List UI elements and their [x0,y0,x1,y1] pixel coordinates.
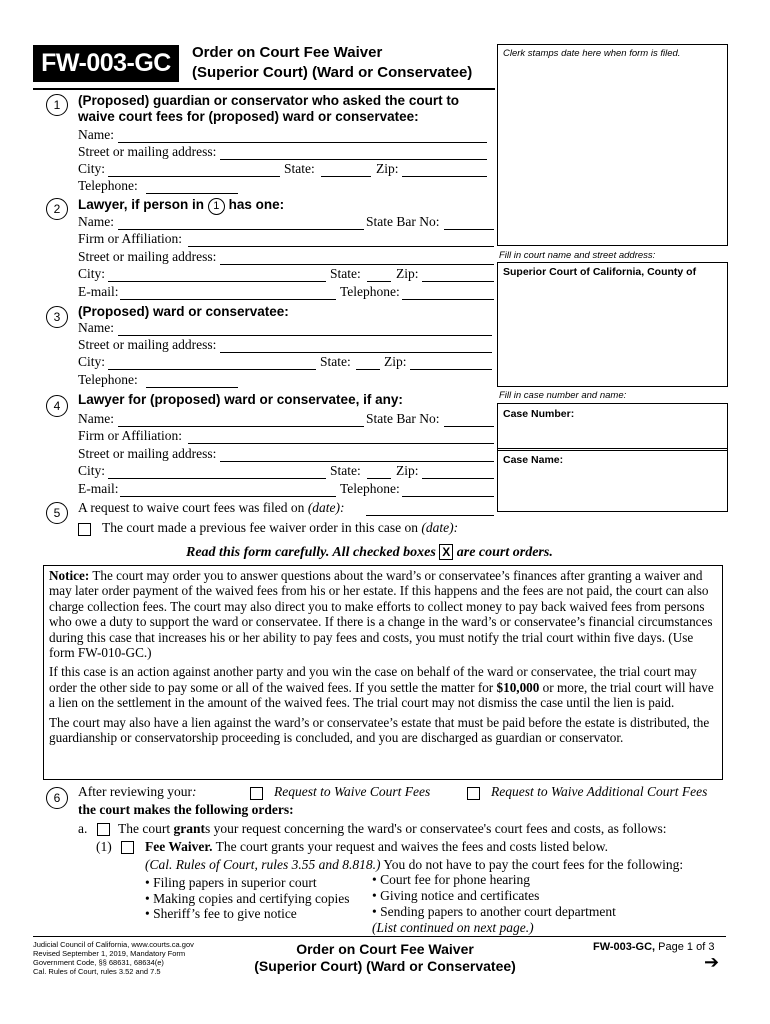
section-4-number: 4 [46,395,68,417]
s3-street-field[interactable] [220,352,492,353]
s6-option-2: Request to Waive Additional Court Fees [491,784,708,799]
s2-firm-field[interactable] [188,246,494,247]
section-2-number: 2 [46,198,68,220]
footer-title-1: Order on Court Fee Waiver [296,941,474,957]
s4-street-field[interactable] [220,461,494,462]
s6-rules-line [145,857,683,873]
s6-a-label: a. [78,821,88,836]
s4-city-label: City: [78,463,106,478]
s2-telephone-field[interactable] [402,299,494,300]
s6-a-checkbox[interactable] [97,823,110,836]
notice-p2-amount: $10,000 [496,679,540,695]
section-6-number: 6 [46,787,68,809]
footer-left [33,940,194,976]
s2-name-label: Name: [78,214,114,229]
footer-line-3: Government Code, §§ 68631, 68634(e) [33,958,164,967]
page-title: Order on Court Fee Waiver [192,44,383,61]
s5-line1-date: (date): [307,500,345,515]
s6-continued: (List continued on next page.) [372,920,534,935]
s1-street-field[interactable] [220,159,487,160]
s3-name-field[interactable] [118,335,492,336]
court-name-box[interactable] [497,262,728,387]
s6-option-1: Request to Waive Court Fees [274,784,431,799]
s1-name-label: Name: [78,127,114,142]
s2-email-label: E-mail: [78,284,119,299]
s2-city-field[interactable] [108,281,326,282]
form-number-badge: FW-003-GC [33,45,179,82]
s3-state-label: State: [320,354,351,369]
s2-city-label: City: [78,266,106,281]
s1-state-label: State: [284,161,315,176]
section-3-heading: (Proposed) ward or conservatee: [78,304,289,319]
s6-rules-post: You do not have to pay the court fees for the following: [380,857,684,872]
section-1-heading-2: waive court fees for (proposed) ward or conservatee: [78,109,419,124]
s6-right-item-2: • Giving notice and certificates [372,888,540,903]
s2-email-field[interactable] [120,299,336,300]
s6-request-waive-checkbox[interactable] [250,787,263,800]
notice-p1-text: The court may order you to answer questions about the ward’s or conservatee’s finances after granting a waiver and may later order payment of the waived fees from his or her estate. If this happens and the fees are not paid, the court can also charge collection fees. The court may also direct you to make efforts to collect money to pay back waived fees from persons who owe a duty to support the ward or conservatee. If there is a change in the ward’s or conservatee’s financial circumstances during this case that increases his or her ability to pay fees and costs, you must notify the trial court within five days. (Use form FW-010-GC.) [49,568,713,661]
s2-ref-circle: 1 [208,198,225,215]
s3-city-label: City: [78,354,106,369]
s4-firm-label: Firm or Affiliation: [78,428,182,443]
s1-telephone-field[interactable] [146,193,238,194]
read-notice [186,544,553,561]
s1-city-label: City: [78,161,106,176]
court-box-label: Fill in court name and street address: [499,250,656,261]
read-notice-post: are court orders. [456,545,553,560]
section-1-number: 1 [46,94,68,116]
s6-rules-italic: (Cal. Rules of Court, rules 3.55 and 8.818.) [145,857,381,872]
s4-email-label: E-mail: [78,481,119,496]
s5-previous-order-checkbox[interactable] [78,523,91,536]
s4-street-label: Street or mailing address: [78,446,217,461]
footer-title [230,941,540,975]
s6-a-text [118,821,666,837]
footer-rule [33,936,726,937]
case-box-label: Fill in case number and name: [499,390,627,401]
footer-page-number: Page 1 of 3 [655,941,715,953]
s5-line1-text: A request to waive court fees was filed on [78,500,308,515]
s2-street-label: Street or mailing address: [78,249,217,264]
s6-right-item-1: • Court fee for phone hearing [372,872,531,887]
s4-firm-field[interactable] [188,443,494,444]
clerk-stamp-note: Clerk stamps date here when form is filed. [503,48,681,59]
s3-zip-label: Zip: [384,354,407,369]
s2-heading-post: has one: [228,197,285,212]
s2-state-bar-label: State Bar No: [366,214,440,229]
s5-line2-date: (date): [421,520,459,535]
s4-name-label: Name: [78,411,114,426]
s3-name-label: Name: [78,320,114,335]
s2-state-label: State: [330,266,361,281]
s5-line2 [102,520,458,536]
notice-box [43,565,723,780]
s6-request-additional-checkbox[interactable] [467,787,480,800]
footer-title-2: (Superior Court) (Ward or Conservatee) [254,958,516,974]
s2-firm-label: Firm or Affiliation: [78,231,182,246]
s6-after-reviewing-text: After reviewing your [78,784,192,799]
s6-1-checkbox[interactable] [121,841,134,854]
s6-colon: : [191,784,197,799]
case-name-label: Case Name: [503,454,564,466]
s4-state-label: State: [330,463,361,478]
read-notice-pre: Read this form carefully. All checked boxes [186,545,436,560]
s4-state-bar-label: State Bar No: [366,411,440,426]
read-notice-x-box: X [439,544,453,560]
s6-a-bold: grant [173,821,205,836]
s1-telephone-label: Telephone: [78,178,138,193]
s6-1-label: (1) [96,839,112,854]
s3-street-label: Street or mailing address: [78,337,217,352]
notice-p2-pre: If this case is an action against another party and you win the case on behalf of the ward or conservatee, the trial court may order the other side to pay some or all of the waived fees. If you settle the matter for [49,664,697,695]
s3-state-field[interactable] [356,369,380,370]
s2-street-field[interactable] [220,264,494,265]
s4-telephone-label: Telephone: [340,481,400,496]
section-4-heading: Lawyer for (proposed) ward or conservatee, if any: [78,392,403,407]
footer-line-2: Revised September 1, 2019, Mandatory Form [33,949,186,958]
s6-fee-waiver-rest: The court grants your request and waives the fees and costs listed below. [212,839,609,854]
notice-label: Notice: [49,568,90,583]
s1-street-label: Street or mailing address: [78,144,217,159]
s4-name-field[interactable] [118,426,364,427]
notice-paragraph-3: The court may also have a lien against the ward’s or conservatee’s estate that must be paid before the estate is distributed, the guardianship or conservatorship proceeding is concluded, and you are discharged as guardian or conservator. [49,714,710,746]
s6-fee-waiver-text [145,839,608,855]
s6-orders-heading: the court makes the following orders: [78,802,294,817]
s6-left-item-2: • Making copies and certifying copies [145,891,350,906]
s4-state-field[interactable] [367,478,391,479]
footer-page [593,941,714,953]
notice-paragraph-2 [49,664,717,710]
section-2-heading [78,197,284,215]
s1-zip-label: Zip: [376,161,399,176]
footer-line-1: Judicial Council of California, www.courts.ca.gov [33,940,194,949]
s3-zip-field[interactable] [410,369,492,370]
s4-telephone-field[interactable] [402,496,494,497]
s6-a-pre: The court [118,821,174,836]
s1-city-field[interactable] [108,176,280,177]
s3-telephone-field[interactable] [146,387,238,388]
page-subtitle: (Superior Court) (Ward or Conservatee) [192,64,473,81]
s3-city-field[interactable] [108,369,316,370]
s6-left-item-1: • Filing papers in superior court [145,875,317,890]
s1-name-field[interactable] [118,142,487,143]
s5-line2-text: The court made a previous fee waiver order in this case on [102,520,422,535]
footer-form-number: FW-003-GC, [593,941,656,953]
s5-line1 [78,500,345,516]
s4-city-field[interactable] [108,478,326,479]
s2-name-field[interactable] [118,229,364,230]
s1-zip-field[interactable] [402,176,487,177]
s6-a-post: s your request concerning the ward's or conservatee's court fees and costs, as follows: [204,821,667,836]
s6-left-item-3: • Sheriff’s fee to give notice [145,906,297,921]
court-name-text: Superior Court of California, County of [503,266,697,278]
s1-state-field[interactable] [321,176,371,177]
s3-telephone-label: Telephone: [78,372,138,387]
s2-state-field[interactable] [367,281,391,282]
clerk-stamp-box [497,44,728,246]
s5-filed-date-field[interactable] [366,515,494,516]
section-3-number: 3 [46,306,68,328]
notice-p2-post: or more, the trial court will have a lien on the settlement in the amount of the waived fees. The trial court may not dismiss the case until the lien is paid. [49,679,714,711]
footer-line-4: Cal. Rules of Court, rules 3.52 and 7.5 [33,967,161,976]
s4-zip-label: Zip: [396,463,419,478]
s6-fee-waiver-bold: Fee Waiver. [145,839,213,854]
s2-zip-field[interactable] [422,281,494,282]
s2-telephone-label: Telephone: [340,284,400,299]
next-page-arrow-icon[interactable]: ➔ [704,952,720,972]
s4-zip-field[interactable] [422,478,494,479]
s4-email-field[interactable] [120,496,336,497]
s4-state-bar-field[interactable] [444,426,494,427]
s6-after-reviewing [78,784,196,800]
s6-right-item-3: • Sending papers to another court department [372,904,616,919]
s2-zip-label: Zip: [396,266,419,281]
header-rule [33,88,495,90]
s2-heading-pre: Lawyer, if person in [78,197,205,212]
notice-paragraph-1 [49,568,717,660]
section-1-heading: (Proposed) guardian or conservator who asked the court to [78,93,460,108]
section-5-number: 5 [46,502,68,524]
case-number-label: Case Number: [503,408,575,420]
s2-state-bar-field[interactable] [444,229,494,230]
